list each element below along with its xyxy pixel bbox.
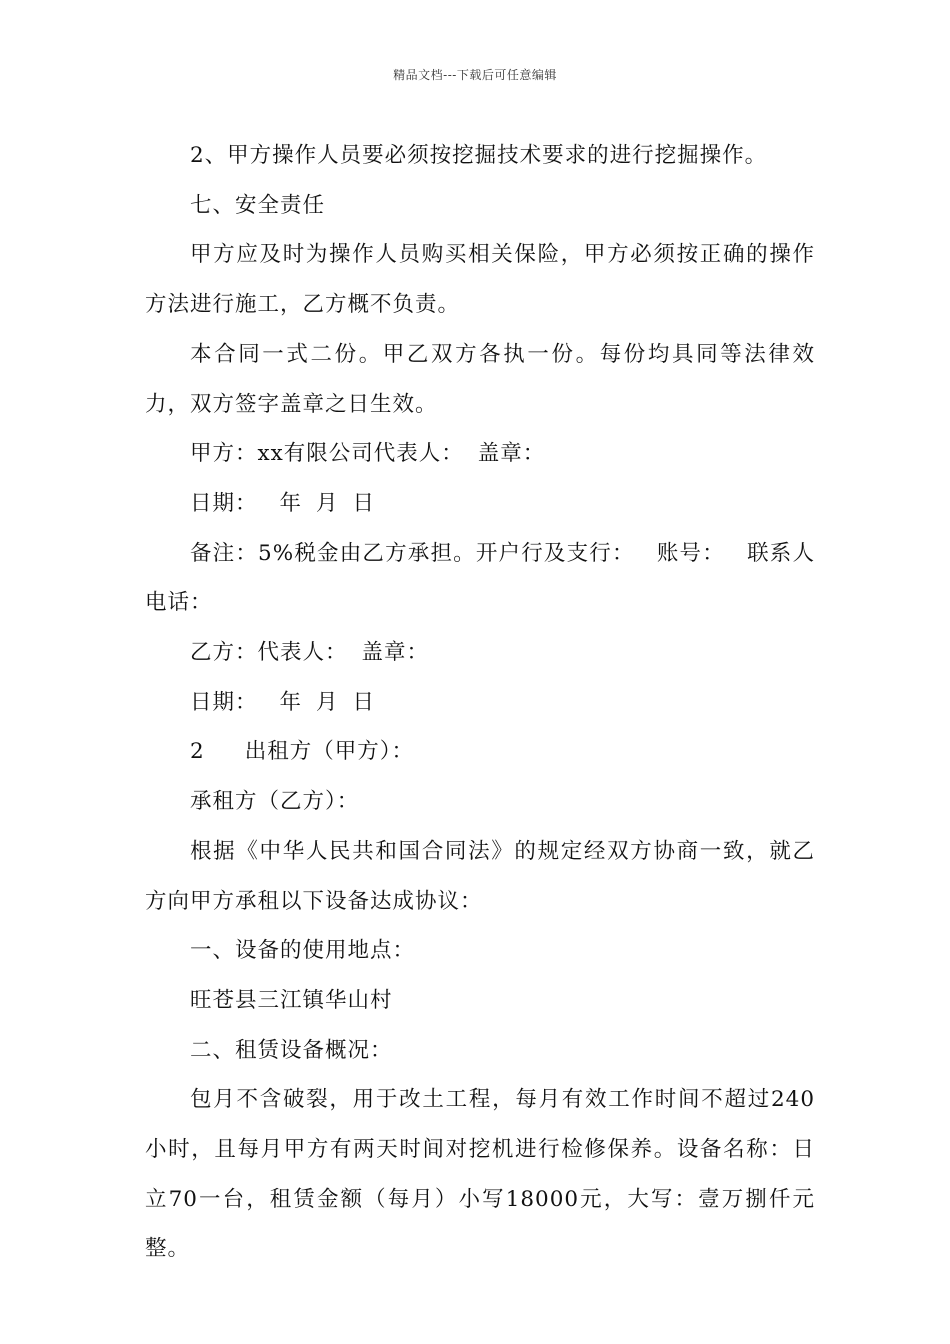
item-1-value: 旺苍县三江镇华山村: [190, 987, 393, 1013]
lessor-label: 出租方（甲方）：: [244, 739, 414, 765]
date-a-line: [145, 479, 815, 529]
date-b-year: 年: [279, 689, 303, 715]
paragraph-operation-requirement: 2、甲方操作人员要必须按挖掘技术要求的进行挖掘操作。: [190, 143, 768, 168]
party-a-seal: 盖章：: [477, 441, 546, 467]
date-b-month: 月: [316, 689, 339, 715]
note-contact: 联系人电话：: [145, 540, 815, 616]
paragraph-copies: 本合同一式二份。甲乙双方各执一份。每份均具同等法律效力，双方签字盖章之日生效。: [145, 341, 815, 417]
date-a-label: 日期：: [190, 490, 258, 516]
date-a-month: 月: [316, 490, 339, 516]
item-1-title: 一、设备的使用地点：: [190, 938, 416, 964]
date-b-line: [145, 678, 815, 728]
paragraph-agreement-intro: 根据《中华人民共和国合同法》的规定经双方协商一致，就乙方向甲方承租以下设备达成协议：: [145, 838, 815, 914]
document-body: [145, 131, 815, 1274]
section-2-heading: [145, 727, 815, 777]
section-title-safety: 七、安全责任: [190, 192, 326, 218]
section-2-number: 2: [190, 739, 205, 765]
note-account: 账号：: [656, 540, 725, 566]
party-b-line: [145, 628, 815, 678]
page-header: 精品文档---下载后可任意编辑: [393, 68, 557, 82]
paragraph-insurance: 甲方应及时为操作人员购买相关保险，甲方必须按正确的操作方法进行施工，乙方概不负责。: [145, 242, 815, 318]
lessee-label: 承租方（乙方）：: [190, 789, 360, 815]
party-a-line: [145, 429, 815, 479]
date-a-day: 日: [352, 490, 376, 516]
note-prefix: 备注：5%税金由乙方承担。开户行及支行：: [190, 540, 635, 566]
item-2-text: 包月不含破裂，用于改土工程，每月有效工作时间不超过240小时，且每月甲方有两天时间对挖机进行检修保养。设备名称：日立70一台，租赁金额（每月）小写18000元，大写：壹万捌仟元整。: [145, 1087, 815, 1262]
party-b-seal: 盖章：: [361, 640, 430, 666]
note-line: [145, 529, 815, 628]
date-b-label: 日期：: [190, 689, 258, 715]
party-a-label: 甲方：xx有限公司代表人：: [190, 441, 464, 467]
date-b-day: 日: [352, 689, 376, 715]
date-a-year: 年: [279, 490, 303, 516]
item-2-title: 二、租赁设备概况：: [190, 1037, 393, 1063]
party-b-label: 乙方：代表人：: [190, 640, 348, 666]
